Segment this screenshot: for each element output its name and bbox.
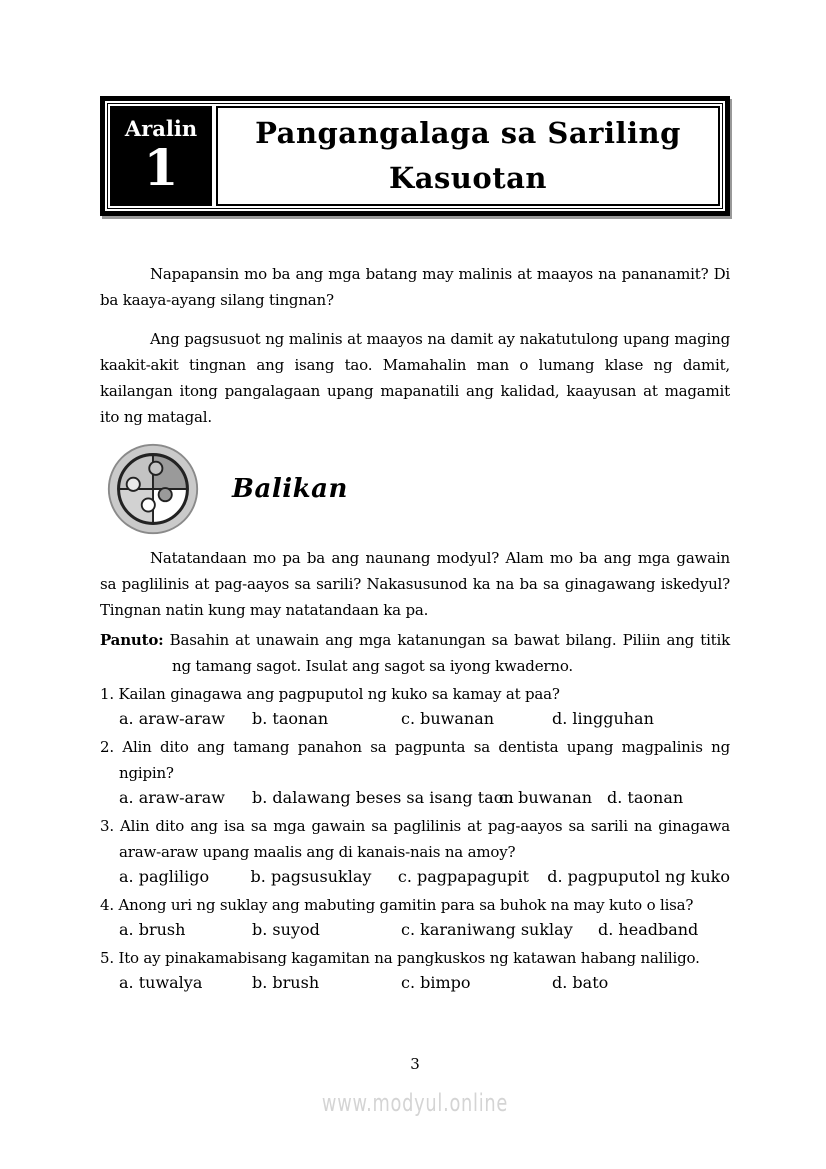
question-text: 3. Alin dito ang isa sa mga gawain sa paglilinis at pag-aayos sa sarili na ginagawa <box>100 817 730 835</box>
balikan-heading: Balikan <box>232 474 348 504</box>
lesson-number-box <box>110 106 212 206</box>
question-item-4 <box>100 892 730 939</box>
option-b: b. dalawang beses sa isang taon <box>252 788 514 807</box>
lesson-label: Aralin <box>124 116 198 141</box>
question-item-5 <box>100 945 730 992</box>
panuto-line: ng tamang sagot. Isulat ang sagot sa iyong kwaderno. <box>172 657 573 675</box>
options-row <box>100 788 730 807</box>
option-d: d. taonan <box>607 788 684 807</box>
watermark: www.modyul.online <box>321 1089 509 1117</box>
text-line: Napapansin mo ba ang mga batang may malinis at maayos na pananamit? Di <box>150 265 730 283</box>
option-c: c. bimpo <box>401 973 471 992</box>
question-text: 2. Alin dito ang tamang panahon sa pagpunta sa dentista upang magpalinis ng <box>100 738 730 756</box>
question-text: 4. Anong uri ng suklay ang mabuting gamitin para sa buhok na may kuto o lisa? <box>100 896 694 914</box>
lesson-header-inner <box>107 103 723 209</box>
option-a: a. pagliligo <box>119 867 210 886</box>
option-a: a. brush <box>119 920 186 939</box>
question-text: 5. Ito ay pinakamabisang kagamitan na pangkuskos ng katawan habang naliligo. <box>100 949 700 967</box>
text-line: sa paglilinis at pag-aayos sa sarili? Nakasusunod ka na ba sa ginagawang iskedyul? <box>100 575 730 593</box>
options-row <box>100 920 730 939</box>
intro-paragraph-1 <box>100 261 730 313</box>
option-b: b. pagsusuklay <box>250 867 372 886</box>
lesson-header <box>100 96 730 216</box>
option-a: a. araw-araw <box>119 709 225 728</box>
text-line: Tingnan natin kung may natatandaan ka pa. <box>100 601 429 619</box>
question-text: ngipin? <box>119 764 174 782</box>
question-item-1 <box>100 681 730 728</box>
text-line: kaakit-akit tingnan ang isang tao. Mamahalin man o lumang klase ng damit, <box>100 356 730 374</box>
question-text: 1. Kailan ginagawa ang pagpuputol ng kuko sa kamay at paa? <box>100 685 560 703</box>
option-d: d. bato <box>552 973 609 992</box>
question-item-2 <box>100 734 730 807</box>
option-a: a. tuwalya <box>119 973 203 992</box>
option-d: d. headband <box>598 920 699 939</box>
panuto-line <box>100 627 730 653</box>
panuto-block <box>100 627 730 679</box>
page-number: 3 <box>410 1055 420 1073</box>
option-d: d. lingguhan <box>552 709 654 728</box>
option-c: c. pagpapagupit <box>397 867 529 886</box>
balikan-section-header <box>100 441 730 537</box>
option-a: a. araw-araw <box>119 788 225 807</box>
question-item-3 <box>100 813 730 886</box>
option-d: d. pagpuputol ng kuko <box>547 867 730 886</box>
text-line: Ang pagsusuot ng malinis at maayos na damit ay nakatutulong upang maging <box>150 330 730 348</box>
options-row <box>100 709 730 728</box>
intro-paragraph-2 <box>100 326 730 430</box>
option-c: c. buwanan <box>401 709 495 728</box>
question-list <box>100 681 730 992</box>
option-b: b. brush <box>252 973 320 992</box>
option-c: c. karaniwang suklay <box>401 920 573 939</box>
panuto-text: Basahin at unawain ang mga katanungan sa bawat bilang. Piliin ang titik <box>169 631 730 649</box>
option-b: b. taonan <box>252 709 329 728</box>
balikan-intro-paragraph <box>100 545 730 623</box>
text-line: ito ng matagal. <box>100 408 212 426</box>
puzzle-icon <box>106 442 200 536</box>
option-c: c. buwanan <box>499 788 593 807</box>
lesson-number: 1 <box>143 138 179 197</box>
options-row <box>100 973 730 992</box>
text-line: kailangan itong pangalagaan upang mapanatili ang kalidad, kaayusan at magamit <box>100 382 730 400</box>
text-line: Natatandaan mo pa ba ang naunang modyul? Alam mo ba ang mga gawain <box>150 549 730 567</box>
option-b: b. suyod <box>252 920 320 939</box>
lesson-title-box <box>216 106 720 206</box>
text-line: ba kaaya-ayang silang tingnan? <box>100 291 334 309</box>
question-text: araw-araw upang maalis ang di kanais-nais na amoy? <box>119 843 516 861</box>
page-title: Pangangalaga sa Sariling Kasuotan <box>255 116 681 195</box>
panuto-label: Panuto: <box>100 631 164 649</box>
options-row <box>100 867 730 886</box>
